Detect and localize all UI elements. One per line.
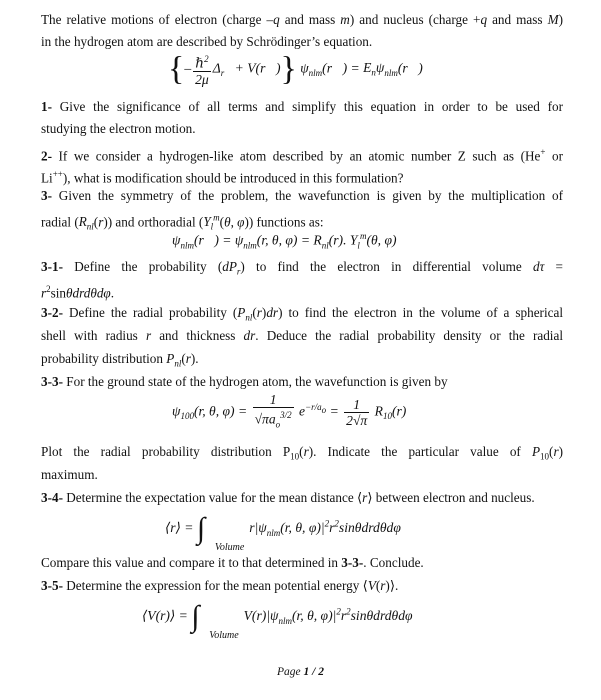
intro-line-1: The relative motions of electron (charge –q and mass m) and nucleus (charge +q and mass M) xyxy=(41,12,563,27)
question-2-line-2: Li++), what is modification should be introduced in this formulation? xyxy=(41,169,404,186)
equation-schrodinger: {– $\frac{\hbar^2}{2\mu}$ $\Delta_{r⃗}$ + V(r⃗)} $\psi_{nlm}(r⃗)$ = $E_n\psi_{nlm}(r⃗)$ xyxy=(168,50,423,88)
question-3-4-line-2: Compare this value and compare it to that determined in 3-3-. Conclude. xyxy=(41,555,424,570)
equation-ground-state: $\psi_{100}(r$, θ, φ) = $\frac{1}{√\pi a_o^{3/2}}$ $e^{-r/a_o}$ = $\frac{1}{2√\pi}$ $R_{10}(r)$ xyxy=(172,392,407,430)
page-footer xyxy=(0,666,601,678)
question-3-2-line-1: 3-2- Define the radial probability $(P_{nl}(r)dr)$ to find the electron in the volume of a spherical xyxy=(41,305,563,323)
question-3-1-line-2: $r^2\sin\theta drd\theta d\varphi$. xyxy=(41,284,115,301)
question-3-3-line-1: 3-3- For the ground state of the hydrogen atom, the wavefunction is given by xyxy=(41,374,448,389)
equation-separation: $\psi_{nlm}(r⃗) = \psi_{nlm}(r$, θ, $\varphi) = R_{nl}(r)$. $Y_l^m(\theta$, φ) xyxy=(172,231,397,251)
page-label: Page xyxy=(277,666,301,678)
question-3-2-line-2: shell with radius r and thickness dr. Deduce the radial probability density or the radial xyxy=(41,328,563,343)
question-3-1-line-1: 3-1- Define the probability $(dP_r)$ to find the electron in differential volume dτ = xyxy=(41,259,563,277)
question-3-3-line-3: maximum. xyxy=(41,467,98,482)
equation-mean-distance: ⟨r⟩ = ∫ Volume $r|\psi_{nlm}(r$, θ, $\varphi)|^2r^2\sin\theta drd\theta d\varphi$ xyxy=(165,512,401,553)
page-number: 1 / 2 xyxy=(303,666,324,678)
question-3-2-line-3: probability distribution $P_{nl}(r)$. xyxy=(41,351,199,369)
question-1-line-1: 1- Give the significance of all terms and simplify this equation in order to be used for xyxy=(41,99,563,114)
question-3-line-1: 3- Given the symmetry of the problem, the wavefunction is given by the multiplication of xyxy=(41,188,563,203)
question-2-line-1: 2- If we consider a hydrogen-like atom described by an atomic number Z such as (He+ or xyxy=(41,147,563,164)
question-3-line-2: radial $(R_{nl}(r))$ and orthoradial ($Y_l^m(\theta$, φ)) functions as: xyxy=(41,213,324,233)
question-1-line-2: studying the electron motion. xyxy=(41,121,196,136)
equation-mean-potential: ⟨V(r)⟩ = ∫ Volume $V(r)|\psi_{nlm}(r$, θ, $\varphi)|^2r^2\sin\theta drd\theta d\varphi$ xyxy=(142,600,413,641)
question-3-5-line-1: 3-5- Determine the expression for the mean potential energy ⟨V(r)⟩. xyxy=(41,578,399,593)
question-3-4-line-1: 3-4- Determine the expectation value for the mean distance ⟨r⟩ between electron and nucleus. xyxy=(41,490,535,505)
intro-line-2: in the hydrogen atom are described by Schrödinger’s equation. xyxy=(41,34,373,49)
question-3-3-line-2: Plot the radial probability distribution $P_{10}(r)$. Indicate the particular value of $P_{10}(r)$ xyxy=(41,444,563,462)
